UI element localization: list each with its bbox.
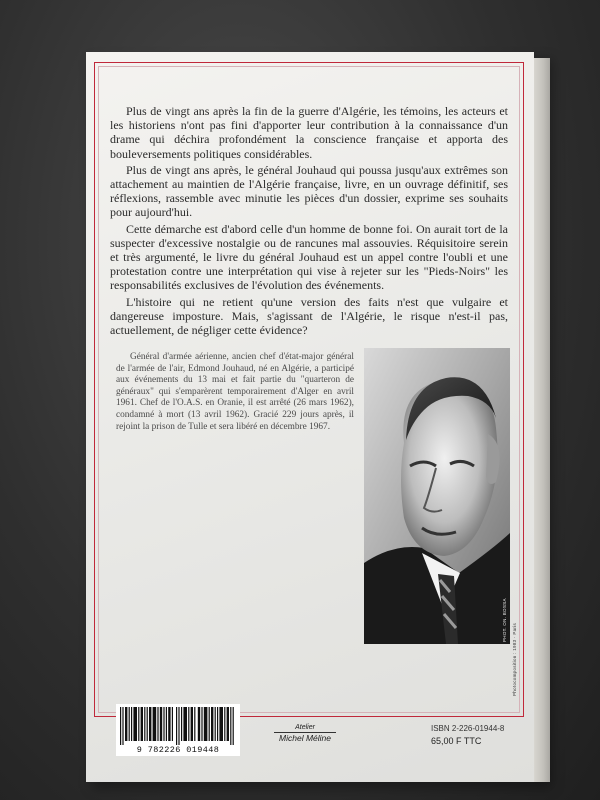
photo-credit: PHOT. ON. BOSSA — [502, 598, 507, 642]
blurb-paragraph-3: Cette démarche est d'abord celle d'un homme de bonne foi. On aurait tort de la suspecter d'excessive nostalgie ou de rancunes mal assouvies. Réquisitoire serein et très argumenté, le livre du général Jouhaud est un appel contre l'oubli et une protestation contre une interprétation qui vise à rejeter sur les "Pieds-Noirs" les responsabilités exclusives de l'évolution des événements. — [110, 221, 508, 293]
barcode — [116, 704, 240, 756]
price: 65,00 F TTC — [431, 736, 482, 746]
portrait-image — [364, 348, 510, 644]
publisher-line-1: Atelier — [274, 724, 336, 733]
blurb-paragraph-2: Plus de vingt ans après, le général Jouhaud qui poussa jusqu'aux extrêmes son attachement au maintien de l'Algérie française, livre, en un ouvrage définitif, ses réflexions, rassemble avec minutie les pièces d'un dossier, exprime ses souhaits pour aujourd'hui. — [110, 162, 508, 220]
isbn-block — [431, 723, 511, 747]
blurb-paragraph-4: L'histoire qui ne retient qu'une version des faits n'est que vulgaire et dangereuse imposture. Mais, s'agissant de l'Algérie, le risque n'est-il pas, actuellement, de négliger cette évidence? — [110, 294, 508, 338]
author-portrait — [364, 348, 510, 644]
barcode-bars — [120, 707, 236, 745]
publisher-logo — [274, 724, 336, 743]
cover-credit: Photocomposition : 1983 · Paris — [512, 622, 517, 696]
author-bio-text: Général d'armée aérienne, ancien chef d'état-major général de l'armée de l'air, Edmond Jouhaud, né en Algérie, a participé aux événements du 13 mai et fait partie du "quarteron de généraux" qui s'emparèrent temporairement d'Alger en avril 1961. Chef de l'O.A.S. en Oranie, il est arrêté (26 mars 1962), condamné à mort (13 avril 1962). Gracié 229 jours après, il rejoint la prison de Tulle et sera libéré en décembre 1967. — [116, 352, 354, 432]
cover-blurb — [110, 104, 508, 339]
book-back-cover — [86, 52, 534, 782]
blurb-paragraph-1: Plus de vingt ans après la fin de la guerre d'Algérie, les témoins, les acteurs et les historiens n'ont pas fini d'apporter leur contribution à la connaissance d'un drame qui déchira profondément la conscience française et apporta des bouleversements politiques considérables. — [110, 104, 508, 161]
barcode-digits: 9 782226 019448 — [136, 745, 220, 755]
author-bio — [116, 352, 354, 433]
isbn-number: ISBN 2-226-01944-8 — [431, 724, 505, 733]
publisher-line-2: Michel Méline — [279, 733, 331, 743]
book-page-edge — [534, 58, 550, 782]
